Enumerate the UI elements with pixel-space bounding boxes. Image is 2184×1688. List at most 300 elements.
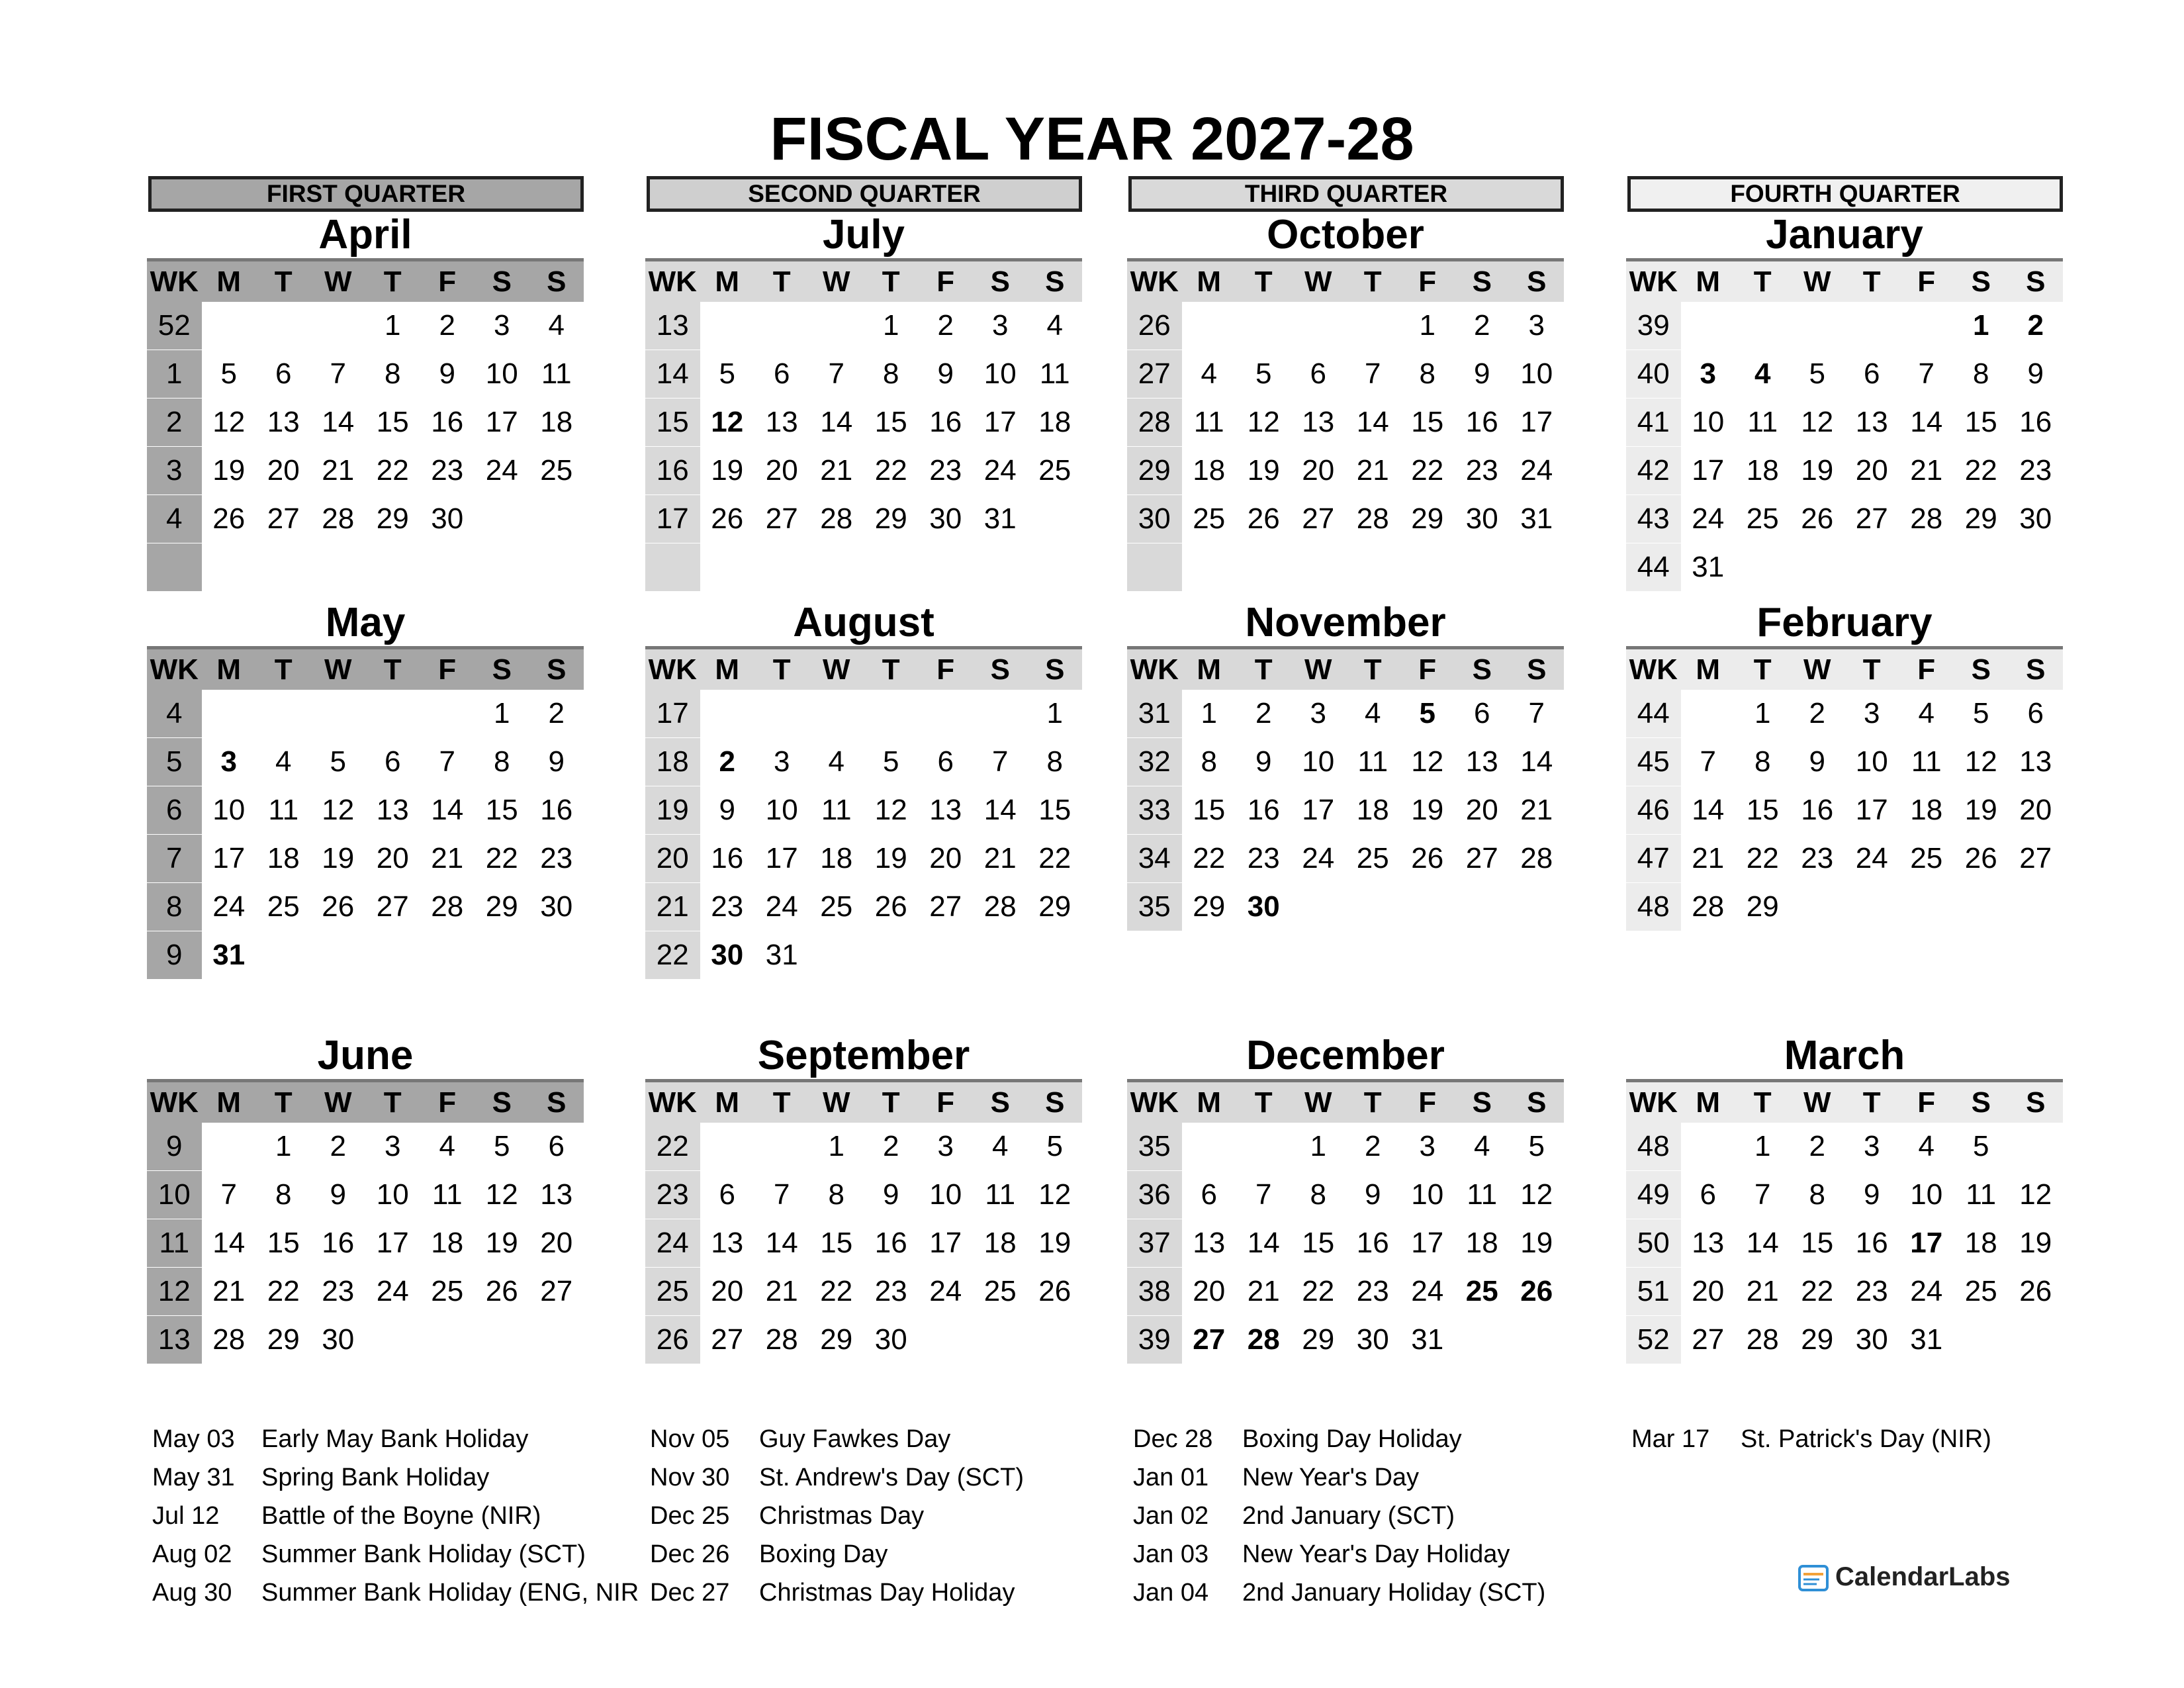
- week-number: 7: [147, 835, 202, 883]
- day-cell: 2: [330, 1130, 346, 1163]
- weekday-header: W: [1291, 260, 1346, 303]
- week-row: [645, 883, 1082, 931]
- day-cell: 27: [1465, 842, 1498, 874]
- holiday-date: Nov 05: [650, 1425, 730, 1453]
- week-row: [1127, 302, 1564, 350]
- day-cell: 23: [1855, 1275, 1888, 1307]
- week-row: [645, 786, 1082, 835]
- weekday-header: T: [365, 260, 420, 303]
- day-cell: [809, 690, 864, 738]
- week-number: 42: [1626, 447, 1681, 495]
- day-cell: [1236, 1123, 1291, 1171]
- day-cell: 25: [1746, 502, 1779, 535]
- week-row: [1626, 1171, 2063, 1219]
- weekday-header: T: [1236, 1081, 1291, 1123]
- day-cell: 1: [1973, 309, 1989, 342]
- week-row: [645, 495, 1082, 543]
- week-number: 25: [645, 1268, 700, 1316]
- weekday-header: T: [365, 648, 420, 690]
- week-number: 36: [1127, 1171, 1182, 1219]
- day-cell: 11: [1357, 745, 1388, 778]
- day-cell: 24: [1520, 454, 1553, 487]
- quarter-header: THIRD QUARTER: [1128, 176, 1564, 212]
- holiday-date: Aug 30: [152, 1579, 232, 1607]
- weekday-header: S: [1954, 260, 2009, 303]
- day-cell: 8: [828, 1178, 844, 1211]
- day-cell: 9: [719, 794, 735, 826]
- day-cell: [1790, 883, 1845, 931]
- day-cell: 13: [1465, 745, 1498, 778]
- day-cell: 14: [1520, 745, 1553, 778]
- week-row: [147, 1123, 584, 1171]
- day-cell: 4: [828, 745, 844, 778]
- day-cell: 13: [1302, 406, 1335, 438]
- day-cell: [973, 931, 1028, 980]
- week-row: [147, 835, 584, 883]
- day-cell: 14: [765, 1227, 798, 1259]
- weekday-header: T: [1844, 648, 1899, 690]
- day-cell: 3: [1864, 697, 1880, 730]
- week-row: [1626, 786, 2063, 835]
- day-cell: 2: [439, 309, 455, 342]
- day-cell: [919, 543, 974, 592]
- day-cell: 10: [1520, 357, 1553, 390]
- month-table: [147, 646, 584, 980]
- day-cell: 14: [1910, 406, 1943, 438]
- week-row: [147, 931, 584, 980]
- week-row: [147, 1316, 584, 1364]
- holiday-entry: [152, 1535, 639, 1573]
- weekday-header: S: [475, 1081, 529, 1123]
- day-cell: 26: [1520, 1275, 1553, 1307]
- day-cell: 3: [1310, 697, 1326, 730]
- day-cell: 15: [1193, 794, 1226, 826]
- day-cell: 2: [1809, 697, 1825, 730]
- day-cell: 5: [1255, 357, 1272, 390]
- week-row: [645, 835, 1082, 883]
- day-cell: 22: [1193, 842, 1226, 874]
- day-cell: 21: [765, 1275, 798, 1307]
- day-cell: 18: [1964, 1227, 1997, 1259]
- week-number-header: WK: [1127, 1081, 1182, 1123]
- week-number: 13: [147, 1316, 202, 1364]
- week-number: 38: [1127, 1268, 1182, 1316]
- day-cell: 2: [1255, 697, 1272, 730]
- weekday-header: S: [529, 260, 584, 303]
- week-number: 18: [645, 738, 700, 786]
- holiday-date: Jan 04: [1133, 1579, 1209, 1607]
- day-cell: 25: [1465, 1275, 1498, 1307]
- day-cell: [1455, 883, 1510, 931]
- weekday-header: W: [311, 260, 366, 303]
- day-cell: 6: [548, 1130, 565, 1163]
- holiday-name: New Year's Day Holiday: [1242, 1540, 1510, 1568]
- day-cell: 5: [1973, 1130, 1989, 1163]
- week-number: 10: [147, 1171, 202, 1219]
- day-cell: 15: [874, 406, 907, 438]
- day-cell: [754, 1123, 809, 1171]
- holiday-entry: [152, 1573, 639, 1612]
- weekday-header: T: [754, 260, 809, 303]
- day-cell: 26: [1964, 842, 1997, 874]
- day-cell: 8: [1310, 1178, 1326, 1211]
- weekday-header: S: [2009, 260, 2064, 303]
- day-cell: 19: [2019, 1227, 2052, 1259]
- day-cell: 8: [385, 357, 401, 390]
- day-cell: [919, 931, 974, 980]
- holiday-date: Jan 01: [1133, 1464, 1209, 1491]
- day-cell: 13: [540, 1178, 573, 1211]
- day-cell: 8: [494, 745, 510, 778]
- day-cell: 17: [1302, 794, 1335, 826]
- day-cell: [475, 543, 529, 592]
- week-number: [147, 543, 202, 592]
- weekday-header: W: [311, 1081, 366, 1123]
- week-number: 34: [1127, 835, 1182, 883]
- day-cell: [1510, 1316, 1565, 1364]
- day-cell: 11: [1193, 406, 1224, 438]
- week-row: [645, 350, 1082, 399]
- week-number: 52: [1626, 1316, 1681, 1364]
- day-cell: 28: [765, 1323, 798, 1356]
- day-cell: [973, 543, 1028, 592]
- day-cell: 13: [267, 406, 300, 438]
- day-cell: [1236, 543, 1291, 592]
- day-cell: 25: [540, 454, 573, 487]
- day-cell: 25: [1038, 454, 1071, 487]
- day-cell: 10: [485, 357, 518, 390]
- day-cell: 3: [494, 309, 510, 342]
- day-cell: 18: [820, 842, 853, 874]
- day-cell: 21: [983, 842, 1017, 874]
- day-cell: 17: [983, 406, 1017, 438]
- month-table: [1127, 646, 1564, 931]
- day-cell: 21: [431, 842, 464, 874]
- day-cell: 6: [2027, 697, 2044, 730]
- day-cell: 19: [711, 454, 744, 487]
- day-cell: 8: [883, 357, 899, 390]
- day-cell: 4: [1918, 697, 1934, 730]
- day-cell: [1345, 543, 1400, 592]
- week-number-header: WK: [147, 648, 202, 690]
- day-cell: 25: [267, 890, 300, 923]
- weekday-header: S: [1028, 648, 1083, 690]
- day-cell: 9: [883, 1178, 899, 1211]
- week-row: [645, 1219, 1082, 1268]
- day-cell: 7: [828, 357, 844, 390]
- day-cell: 27: [765, 502, 798, 535]
- day-cell: 22: [267, 1275, 300, 1307]
- week-row: [147, 302, 584, 350]
- day-cell: [1510, 883, 1565, 931]
- day-cell: 12: [1801, 406, 1834, 438]
- week-row: [1127, 1171, 1564, 1219]
- day-cell: 2: [1365, 1130, 1381, 1163]
- day-cell: [311, 931, 366, 980]
- month-table: [147, 258, 584, 592]
- day-cell: [1681, 1123, 1736, 1171]
- day-cell: 4: [992, 1130, 1009, 1163]
- day-cell: 6: [1310, 357, 1326, 390]
- day-cell: 11: [1911, 745, 1942, 778]
- day-cell: 25: [1910, 842, 1943, 874]
- day-cell: 4: [1201, 357, 1217, 390]
- day-cell: 20: [376, 842, 409, 874]
- day-cell: 6: [937, 745, 954, 778]
- week-row: [645, 1316, 1082, 1364]
- day-cell: 18: [1746, 454, 1779, 487]
- day-cell: 18: [1193, 454, 1226, 487]
- day-cell: 26: [711, 502, 744, 535]
- week-number: 41: [1626, 399, 1681, 447]
- day-cell: 22: [376, 454, 409, 487]
- day-cell: 16: [1855, 1227, 1888, 1259]
- day-cell: 1: [1310, 1130, 1326, 1163]
- day-cell: 1: [385, 309, 401, 342]
- quarter-column: [1127, 176, 1564, 1356]
- day-cell: 2: [937, 309, 954, 342]
- weekday-header: T: [1345, 648, 1400, 690]
- weekday-header: M: [202, 1081, 257, 1123]
- day-cell: [202, 690, 257, 738]
- day-cell: [529, 543, 584, 592]
- week-row: [1127, 690, 1564, 738]
- day-cell: 11: [821, 794, 852, 826]
- day-cell: 27: [929, 890, 962, 923]
- holiday-list: [1133, 1420, 1545, 1612]
- day-cell: 4: [1918, 1130, 1934, 1163]
- week-number-header: WK: [147, 1081, 202, 1123]
- day-cell: [202, 302, 257, 350]
- holiday-entry: [650, 1497, 1024, 1535]
- week-number-header: WK: [1626, 648, 1681, 690]
- weekday-header: T: [1345, 1081, 1400, 1123]
- day-cell: 30: [711, 939, 744, 971]
- day-cell: 25: [1964, 1275, 1997, 1307]
- day-cell: [1182, 1123, 1237, 1171]
- week-number: 48: [1626, 883, 1681, 931]
- holiday-name: 2nd January (SCT): [1242, 1502, 1455, 1530]
- day-cell: 29: [1193, 890, 1226, 923]
- day-cell: 4: [1046, 309, 1063, 342]
- day-cell: 18: [1356, 794, 1389, 826]
- weekday-header: S: [2009, 1081, 2064, 1123]
- day-cell: [1345, 883, 1400, 931]
- day-cell: 27: [711, 1323, 744, 1356]
- day-cell: 2: [883, 1130, 899, 1163]
- day-cell: 15: [1302, 1227, 1335, 1259]
- day-cell: 22: [1746, 842, 1779, 874]
- month-block: [1626, 600, 2063, 931]
- day-cell: [1236, 302, 1291, 350]
- month-block: [1626, 1033, 2063, 1364]
- day-cell: 12: [485, 1178, 518, 1211]
- week-row: [1626, 738, 2063, 786]
- holiday-name: Christmas Day Holiday: [759, 1579, 1015, 1607]
- day-cell: 3: [1700, 357, 1716, 390]
- day-cell: 22: [1411, 454, 1444, 487]
- day-cell: 28: [322, 502, 355, 535]
- day-cell: [475, 931, 529, 980]
- weekday-header: M: [202, 648, 257, 690]
- day-cell: [420, 690, 475, 738]
- month-name: June: [317, 1033, 414, 1078]
- day-cell: 25: [1193, 502, 1226, 535]
- day-cell: 10: [983, 357, 1017, 390]
- quarter-header: SECOND QUARTER: [647, 176, 1082, 212]
- week-row: [1127, 786, 1564, 835]
- weekday-header: T: [1735, 260, 1790, 303]
- day-cell: 25: [431, 1275, 464, 1307]
- holiday-name: 2nd January Holiday (SCT): [1242, 1579, 1546, 1607]
- day-cell: [1510, 543, 1565, 592]
- day-cell: [809, 543, 864, 592]
- day-cell: 20: [1855, 454, 1888, 487]
- day-cell: 7: [330, 357, 346, 390]
- month-name: May: [325, 600, 406, 645]
- quarter-header: FOURTH QUARTER: [1627, 176, 2063, 212]
- day-cell: [529, 495, 584, 543]
- day-cell: 15: [820, 1227, 853, 1259]
- day-cell: 11: [1039, 357, 1070, 390]
- day-cell: [1291, 883, 1346, 931]
- day-cell: 6: [719, 1178, 735, 1211]
- weekday-header: F: [919, 1081, 974, 1123]
- day-cell: 18: [1038, 406, 1071, 438]
- month-table: [645, 646, 1082, 980]
- day-cell: 21: [322, 454, 355, 487]
- holiday-date: Dec 27: [650, 1579, 730, 1607]
- day-cell: 27: [1855, 502, 1888, 535]
- day-cell: 12: [874, 794, 907, 826]
- day-cell: [202, 543, 257, 592]
- day-cell: 29: [820, 1323, 853, 1356]
- week-row: [147, 495, 584, 543]
- day-cell: 3: [1528, 309, 1545, 342]
- day-cell: 13: [1855, 406, 1888, 438]
- day-cell: 18: [267, 842, 300, 874]
- day-cell: 29: [1302, 1323, 1335, 1356]
- week-row: [1127, 1219, 1564, 1268]
- week-number: 23: [645, 1171, 700, 1219]
- day-cell: 15: [1964, 406, 1997, 438]
- day-cell: 5: [220, 357, 237, 390]
- day-cell: 27: [1692, 1323, 1725, 1356]
- day-cell: 14: [322, 406, 355, 438]
- week-row: [1127, 1268, 1564, 1316]
- day-cell: 4: [1754, 357, 1771, 390]
- holiday-name: Summer Bank Holiday (SCT): [261, 1540, 586, 1568]
- day-cell: [420, 1316, 475, 1364]
- weekday-header: S: [973, 648, 1028, 690]
- day-cell: 22: [1964, 454, 1997, 487]
- weekday-header: M: [700, 648, 755, 690]
- week-row: [1626, 302, 2063, 350]
- day-cell: 12: [2019, 1178, 2052, 1211]
- day-cell: 1: [1201, 697, 1217, 730]
- month-table: [1127, 1079, 1564, 1364]
- day-cell: [2009, 543, 2064, 592]
- day-cell: 14: [1247, 1227, 1280, 1259]
- day-cell: 4: [275, 745, 292, 778]
- weekday-header: W: [1790, 648, 1845, 690]
- day-cell: 12: [1247, 406, 1280, 438]
- day-cell: [1028, 543, 1083, 592]
- day-cell: 29: [267, 1323, 300, 1356]
- day-cell: 23: [2019, 454, 2052, 487]
- day-cell: 12: [1964, 745, 1997, 778]
- day-cell: 25: [1356, 842, 1389, 874]
- day-cell: 13: [2019, 745, 2052, 778]
- week-number: 16: [645, 447, 700, 495]
- day-cell: [1681, 690, 1736, 738]
- week-number: 30: [1127, 495, 1182, 543]
- week-number: 43: [1626, 495, 1681, 543]
- weekday-header: T: [1844, 260, 1899, 303]
- day-cell: 29: [1964, 502, 1997, 535]
- week-number: 50: [1626, 1219, 1681, 1268]
- weekday-header: F: [1899, 1081, 1954, 1123]
- day-cell: 31: [983, 502, 1017, 535]
- month-name: July: [822, 212, 905, 258]
- week-number: 9: [147, 931, 202, 980]
- weekday-header: S: [529, 648, 584, 690]
- holiday-date: Jan 03: [1133, 1540, 1209, 1568]
- day-cell: [2009, 883, 2064, 931]
- holiday-entry: [650, 1420, 1024, 1458]
- week-number: 22: [645, 1123, 700, 1171]
- day-cell: 29: [1411, 502, 1444, 535]
- day-cell: 21: [1746, 1275, 1779, 1307]
- day-cell: 13: [929, 794, 962, 826]
- day-cell: [1455, 543, 1510, 592]
- day-cell: 28: [1910, 502, 1943, 535]
- weekday-header: S: [1455, 1081, 1510, 1123]
- day-cell: 29: [1746, 890, 1779, 923]
- day-cell: 19: [485, 1227, 518, 1259]
- weekday-header: S: [1954, 648, 2009, 690]
- week-row: [147, 1268, 584, 1316]
- day-cell: 7: [439, 745, 455, 778]
- day-cell: 14: [983, 794, 1017, 826]
- week-row: [1626, 350, 2063, 399]
- weekday-header: F: [420, 1081, 475, 1123]
- weekday-header: S: [1510, 1081, 1565, 1123]
- day-cell: 5: [1809, 357, 1825, 390]
- day-cell: 9: [439, 357, 455, 390]
- day-cell: 6: [1864, 357, 1880, 390]
- day-cell: 15: [1746, 794, 1779, 826]
- day-cell: 12: [1038, 1178, 1071, 1211]
- day-cell: 21: [1247, 1275, 1280, 1307]
- day-cell: 10: [929, 1178, 962, 1211]
- day-cell: 26: [1801, 502, 1834, 535]
- month-block: [1127, 600, 1564, 931]
- day-cell: 22: [820, 1275, 853, 1307]
- day-cell: 30: [1855, 1323, 1888, 1356]
- day-cell: 16: [1356, 1227, 1389, 1259]
- day-cell: 23: [929, 454, 962, 487]
- day-cell: 3: [220, 745, 237, 778]
- day-cell: 24: [376, 1275, 409, 1307]
- day-cell: 30: [1247, 890, 1280, 923]
- day-cell: 6: [385, 745, 401, 778]
- holiday-date: Dec 26: [650, 1540, 730, 1568]
- day-cell: 7: [1918, 357, 1934, 390]
- day-cell: 27: [540, 1275, 573, 1307]
- day-cell: [1681, 302, 1736, 350]
- day-cell: 15: [485, 794, 518, 826]
